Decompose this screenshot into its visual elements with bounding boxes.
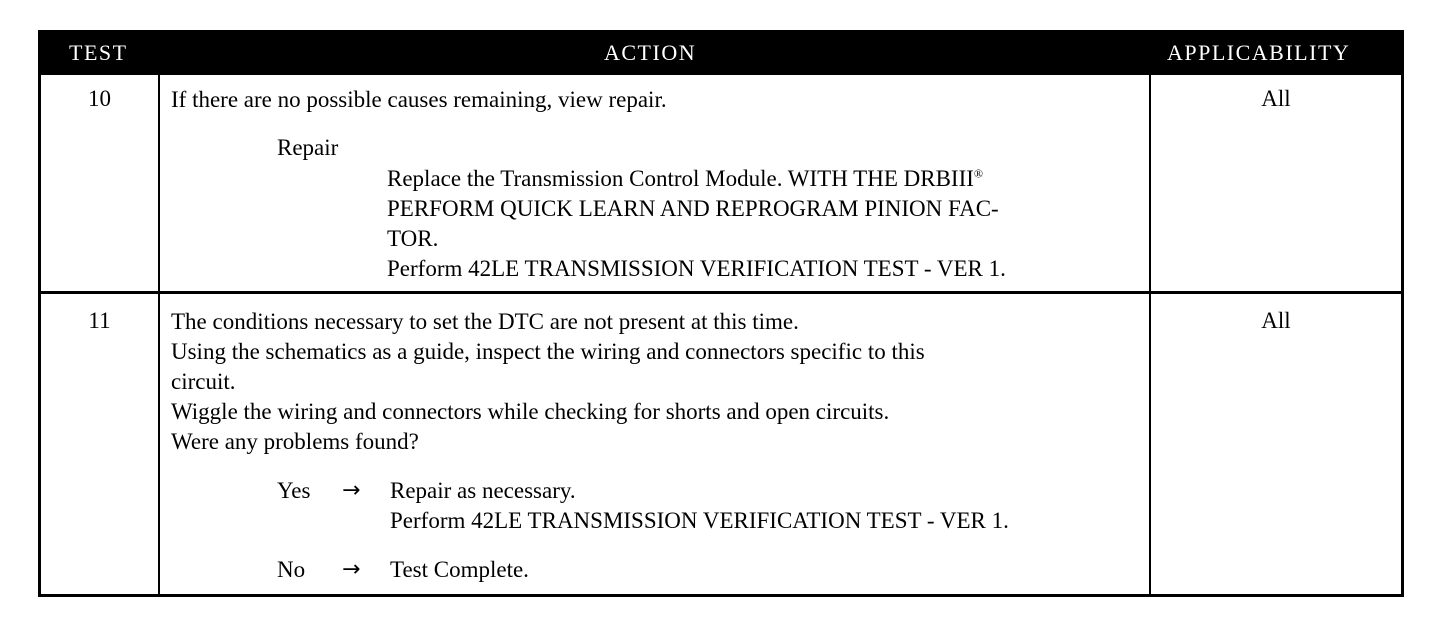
action-line: Using the schematics as a guide, inspect the wiring and connectors specific to this bbox=[171, 339, 925, 364]
yes-result: Repair as necessary. bbox=[390, 478, 576, 503]
action-intro: If there are no possible causes remaining, view repair. bbox=[171, 87, 667, 112]
action-line: circuit. bbox=[171, 369, 236, 394]
applicability-value: All bbox=[1261, 86, 1291, 111]
yes-arrow-icon: → bbox=[342, 478, 361, 503]
header-test: TEST bbox=[69, 40, 128, 65]
no-result: Test Complete. bbox=[390, 557, 529, 582]
header-applicability: APPLICABILITY bbox=[1167, 40, 1351, 65]
action-line: Wiggle the wiring and connectors while checking for shorts and open circuits. bbox=[171, 399, 890, 424]
repair-line: Perform 42LE TRANSMISSION VERIFICATION TEST - VER 1. bbox=[387, 256, 1006, 281]
repair-line: TOR. bbox=[387, 226, 439, 251]
repair-line: Replace the Transmission Control Module. WITH THE DRBIII® bbox=[387, 166, 984, 191]
action-line: Were any problems found? bbox=[171, 429, 419, 454]
action-line: The conditions necessary to set the DTC are not present at this time. bbox=[171, 309, 799, 334]
yes-result: Perform 42LE TRANSMISSION VERIFICATION TEST - VER 1. bbox=[390, 508, 1009, 533]
applicability-value: All bbox=[1261, 308, 1291, 333]
registered-mark: ® bbox=[973, 166, 984, 181]
table-header bbox=[41, 33, 1401, 75]
test-number: 11 bbox=[88, 308, 111, 333]
repair-line: PERFORM QUICK LEARN AND REPROGRAM PINION FAC- bbox=[387, 196, 999, 221]
column-divider-test bbox=[158, 33, 160, 594]
no-arrow-icon: → bbox=[342, 557, 361, 582]
diagnostic-test-table bbox=[38, 30, 1404, 597]
header-action: ACTION bbox=[604, 40, 697, 65]
repair-label: Repair bbox=[277, 135, 339, 160]
row-divider bbox=[41, 291, 1401, 294]
test-number: 10 bbox=[88, 86, 111, 111]
no-label: No bbox=[277, 557, 306, 582]
yes-label: Yes bbox=[277, 478, 311, 503]
